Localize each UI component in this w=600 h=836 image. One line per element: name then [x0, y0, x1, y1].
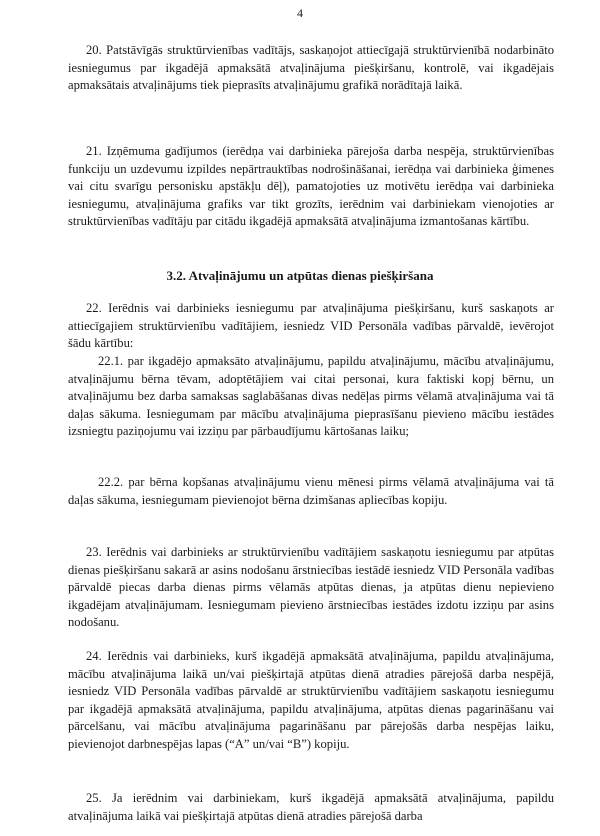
- paragraph-24: 24. Ierēdnis vai darbinieks, kurš ikgadējā apmaksātā atvaļinājuma, papildu atvaļinājuma, mācību atvaļinājuma laikā un/vai piešķirtajā atpūtas dienā atradies pārejošā darba nespējā, iesniedz VID Personāla vadības pārvaldē ar struktūrvienību vadītājiem saskaņotu iesniegumu par ikgadējā apmaksātā atvaļinājuma, papildu atvaļinājuma, atpūtas dienas pagarināšanu vai pārcelšanu, vai mācību atvaļinājuma pagarināšanu par pārejošās darba nespējas laiku, pievienojot darbnespējas lapas (“A” un/vai “B”) kopiju.: [68, 649, 554, 751]
- paragraph-22-1: 22.1. par ikgadējo apmaksāto atvaļinājumu, papildu atvaļinājumu, mācību atvaļinājumu, atvaļinājumu bērna tēvam, adoptētājiem vai citai personai, kura faktiski kopj bērnu, un atvaļinājumu bez darba samaksas saglabāšanas divas nedēļas pirms vēlamā atvaļinājuma vai tā daļas sākuma. Iesniegumam par mācību atvaļinājuma pieprasīšanu pievieno mācību iestādes izsniegtu paziņojumu vai izziņu par pārbaudījumu kārtošanas laiku;: [68, 354, 554, 439]
- paragraph-23: 23. Ierēdnis vai darbinieks ar struktūrvienību vadītājiem saskaņotu iesniegumu par atpūtas dienas piešķiršanu sakarā ar asins nodošanu ārstniecības iestādē iesniedz VID Personāla vadības pārvaldē piecas darba dienas pirms vēlamās atpūtas dienas, ja atpūtas dienu nepievieno ikgadējam atvaļinājumam. Iesniegumam pievieno ārstniecības iestādes izdotu izziņu par asins nodošanu.: [68, 545, 554, 630]
- paragraph-21: 21. Izņēmuma gadījumos (ierēdņa vai darbinieka pārejoša darba nespēja, struktūrvienības funkciju un uzdevumu izpildes nepārtrauktības nodrošināšanai, ierēdņa vai darbinieka ģimenes vai citu svarīgu personisku apstākļu dēļ), pamatojoties uz motivētu ierēdņa vai darbinieka iesniegumu, atvaļinājuma grafiks var tikt grozīts, ierēdnim vai darbiniekam vienojoties ar struktūrvienības vadītāju par citādu ikgadējā apmaksātā atvaļinājuma izmantošanas kārtību.: [68, 144, 554, 229]
- paragraph-20: 20. Patstāvīgās struktūrvienības vadītājs, saskaņojot attiecīgajā struktūrvienībā nodarbināto iesniegumus par ikgadējā apmaksātā atvaļinājuma piešķiršanu, kontrolē, vai ikgadējais apmaksātais atvaļinājums tiek pieprasīts atvaļinājumu grafikā norādītajā laikā.: [68, 43, 554, 93]
- page-number: 4: [297, 6, 303, 20]
- section-heading: 3.2. Atvaļinājumu un atpūtas dienas piešķiršana: [166, 268, 434, 283]
- paragraph-22-2: 22.2. par bērna kopšanas atvaļinājumu vienu mēnesi pirms vēlamā atvaļinājuma vai tā daļas sākuma, iesniegumam pievienojot bērna dzimšanas apliecības kopiju.: [68, 475, 554, 507]
- paragraph-22: 22. Ierēdnis vai darbinieks iesniegumu par atvaļinājuma piešķiršanu, kurš saskaņots ar attiecīgajiem struktūrvienību vadītājiem, iesniedz VID Personāla vadības pārvaldē, ievērojot šādu kārtību:: [68, 301, 554, 351]
- paragraph-25: 25. Ja ierēdnim vai darbiniekam, kurš ikgadējā apmaksātā atvaļinājuma, papildu atvaļinājuma laikā vai piešķirtajā atpūtas dienā atradies pārejošā darba: [68, 791, 554, 823]
